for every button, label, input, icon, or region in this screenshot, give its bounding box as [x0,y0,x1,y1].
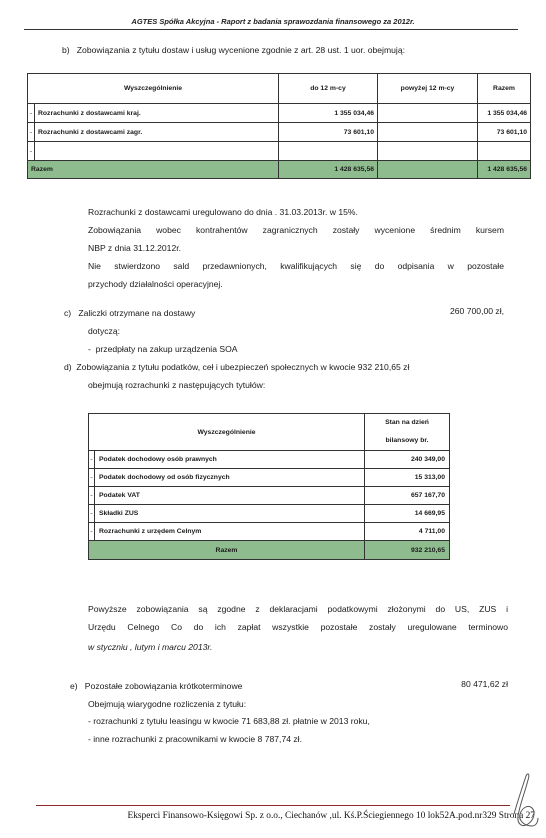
row-total: 1 355 034,46 [478,104,531,123]
section-c-line: dotyczą: [88,326,121,336]
table-row [89,487,450,505]
section-e-line: - inne rozrachunki z pracownikami w kwocie 8 787,74 zł. [88,734,302,744]
col-header-balance [365,414,450,451]
row-value: 14 669,95 [365,505,450,523]
row-up-to-12m [279,142,378,161]
report-header: AGTES Spółka Akcyjna - Raport z badania sprawozdania finansowego za 2012r. [131,17,415,26]
row-value: 4 711,00 [365,523,450,541]
row-marker: - [89,469,95,487]
col-header-total: Razem [478,74,531,104]
row-total: 73 601,10 [478,123,531,142]
section-d-heading: d) Zobowiązania z tytułu podatków, ceł i ubezpieczeń społecznych w kwocie 932 210,65 zł [64,362,410,372]
row-label: Rozrachunki z dostawcami zagr. [35,123,279,142]
row-over-12m [378,142,478,161]
col-header-balance-line2: bilansowy br. [385,437,429,444]
row-marker: - [89,451,95,469]
total-value: 932 210,65 [365,541,450,560]
table-row [89,523,450,541]
row-over-12m [378,104,478,123]
section-c-line: - przedpłaty na zakup urządzenia SOA [88,344,238,354]
row-up-to-12m: 1 355 034,46 [279,104,378,123]
col-header-description: Wyszczególnienie [28,74,279,104]
row-value: 15 313,00 [365,469,450,487]
row-total [478,142,531,161]
col-header-description: Wyszczególnienie [89,414,365,451]
col-header-up-to-12m: do 12 m-cy [279,74,378,104]
table-total-row [89,541,450,560]
table-row [28,104,531,123]
total-up-to-12m: 1 428 635,56 [279,161,378,179]
row-label: Podatek VAT [95,487,365,505]
section-e-line: - rozrachunki z tytułu leasingu w kwocie 71 683,88 zł. płatnie w 2013 roku, [88,716,370,726]
section-c-amount: 260 700,00 zł, [450,306,504,316]
section-e-amount: 80 471,62 zł [461,679,508,689]
row-marker: - [89,505,95,523]
total-label: Razem [28,161,279,179]
total-total: 1 428 635,56 [478,161,531,179]
row-label [35,142,279,161]
trade-payables-table [27,73,531,179]
total-over-12m [378,161,478,179]
table-row [28,123,531,142]
row-label: Rozrachunki z urzędem Celnym [95,523,365,541]
row-over-12m [378,123,478,142]
table-row [89,451,450,469]
paragraph: NBP z dnia 31.12.2012r. [88,243,182,253]
row-marker: - [28,104,35,123]
page-footer: Eksperci Finansowo-Księgowi Sp. z o.o., Ciechanów ,ul. Kś.P.Ściegiennego 10 lok52A.pod.nr329 Strona 27 [127,811,535,821]
paragraph: Nie stwierdzono sald przedawnionych, kwalifikujących się do odpisania w pozostałe [88,261,504,271]
row-marker: - [28,123,35,142]
table-total-row [28,161,531,179]
row-label: Podatek dochodowy od osób fizycznych [95,469,365,487]
table-row [89,469,450,487]
total-label: Razem [89,541,365,560]
row-label: Podatek dochodowy osób prawnych [95,451,365,469]
table-row [89,505,450,523]
paragraph: Powyższe zobowiązania są zgodne z deklaracjami podatkowymi złożonymi do US, ZUS i [88,604,508,614]
col-header-balance-line1: Stan na dzień [385,419,429,426]
row-label: Rozrachunki z dostawcami kraj. [35,104,279,123]
row-value: 240 349,00 [365,451,450,469]
tax-liabilities-table [88,413,450,560]
signature-icon [508,770,540,832]
row-label: Składki ZUS [95,505,365,523]
section-e-line: Obejmują wiarygodne rozliczenia z tytułu: [88,699,247,709]
footer-divider [36,805,510,806]
row-marker: - [89,487,95,505]
paragraph: Rozrachunki z dostawcami uregulowano do dnia . 31.03.2013r. w 15%. [88,207,358,217]
paragraph: w styczniu , lutym i marcu 2013r. [88,642,213,652]
row-marker: - [28,142,35,161]
section-b-heading: b) Zobowiązania z tytułu dostaw i usług wycenione zgodnie z art. 28 ust. 1 uor. obejmują: [62,45,405,55]
row-marker: - [89,523,95,541]
col-header-over-12m: powyżej 12 m-cy [378,74,478,104]
row-value: 657 167,70 [365,487,450,505]
table-header-row [89,414,450,451]
paragraph: przychody działalności operacyjnej. [88,279,223,289]
row-up-to-12m: 73 601,10 [279,123,378,142]
paragraph: Urzędu Celnego Co do ich zapłat wszystkie pozostałe zostały uregulowane terminowo [88,622,508,632]
section-d-line: obejmują rozrachunki z następujących tytułów: [88,380,266,390]
paragraph: Zobowiązania wobec kontrahentów zagranicznych zostały wycenione średnim kursem [88,225,504,235]
table-header-row [28,74,531,104]
header-divider [24,29,518,30]
section-c-heading: c) Zaliczki otrzymane na dostawy [64,308,196,318]
section-e-heading: e) Pozostałe zobowiązania krótkoterminowe [70,681,243,691]
table-row [28,142,531,161]
